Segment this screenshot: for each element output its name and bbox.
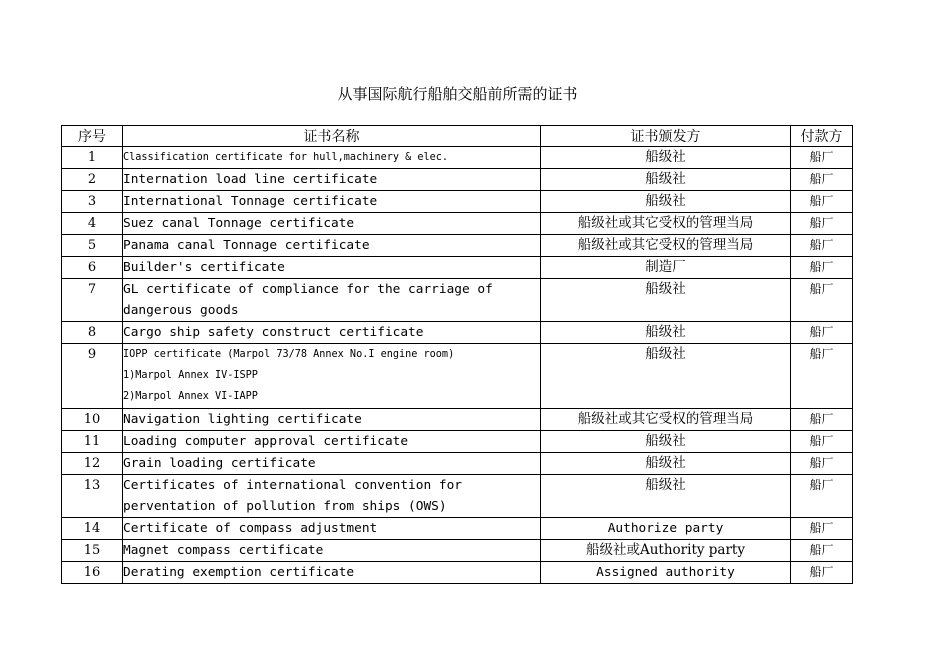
row-number: 6 bbox=[62, 257, 123, 279]
certificate-name bbox=[123, 562, 541, 584]
payer: 船厂 bbox=[791, 147, 853, 169]
row-number: 5 bbox=[62, 235, 123, 257]
row-number: 8 bbox=[62, 322, 123, 344]
row-number: 3 bbox=[62, 191, 123, 213]
issuer: 船级社 bbox=[541, 322, 791, 344]
certificate-name-line: Navigation lighting certificate bbox=[123, 412, 362, 427]
certificate-name-line: perventation of pollution from ships (OWS) bbox=[123, 499, 447, 514]
header-issuer: 证书颁发方 bbox=[541, 126, 791, 147]
certificate-name-line: IOPP certificate (Marpol 73/78 Annex No.I engine room) bbox=[123, 349, 455, 360]
issuer: 船级社 bbox=[541, 147, 791, 169]
table-row bbox=[62, 235, 853, 257]
table-row bbox=[62, 518, 853, 540]
row-number: 4 bbox=[62, 213, 123, 235]
certificate-name-line: Derating exemption certificate bbox=[123, 565, 355, 580]
table-row bbox=[62, 344, 853, 409]
issuer: 船级社或其它受权的管理当局 bbox=[541, 213, 791, 235]
payer: 船厂 bbox=[791, 191, 853, 213]
row-number: 10 bbox=[62, 409, 123, 431]
issuer: 船级社或其它受权的管理当局 bbox=[541, 235, 791, 257]
certificate-name-line: Magnet compass certificate bbox=[123, 543, 324, 558]
payer: 船厂 bbox=[791, 409, 853, 431]
issuer: Authorize party bbox=[541, 518, 791, 540]
certificate-name bbox=[123, 169, 541, 191]
row-number: 13 bbox=[62, 475, 123, 518]
issuer: 船级社 bbox=[541, 475, 791, 518]
table-row bbox=[62, 322, 853, 344]
payer: 船厂 bbox=[791, 279, 853, 322]
table-row bbox=[62, 475, 853, 518]
table-row bbox=[62, 453, 853, 475]
row-number: 12 bbox=[62, 453, 123, 475]
payer: 船厂 bbox=[791, 562, 853, 584]
certificate-name bbox=[123, 540, 541, 562]
certificate-name-line: dangerous goods bbox=[123, 303, 239, 318]
certificate-name-line: Cargo ship safety construct certificate bbox=[123, 325, 424, 340]
table-row bbox=[62, 562, 853, 584]
payer: 船厂 bbox=[791, 475, 853, 518]
certificate-name-line: Grain loading certificate bbox=[123, 456, 316, 471]
issuer: 制造厂 bbox=[541, 257, 791, 279]
certificate-name bbox=[123, 344, 541, 409]
issuer: 船级社 bbox=[541, 453, 791, 475]
payer: 船厂 bbox=[791, 431, 853, 453]
table-row bbox=[62, 213, 853, 235]
payer: 船厂 bbox=[791, 169, 853, 191]
table-row bbox=[62, 169, 853, 191]
issuer: 船级社或Authority party bbox=[541, 540, 791, 562]
row-number: 15 bbox=[62, 540, 123, 562]
certificate-name bbox=[123, 475, 541, 518]
table-row bbox=[62, 191, 853, 213]
row-number: 9 bbox=[62, 344, 123, 409]
payer: 船厂 bbox=[791, 257, 853, 279]
table-header-row bbox=[62, 126, 853, 147]
issuer: 船级社 bbox=[541, 169, 791, 191]
issuer: Assigned authority bbox=[541, 562, 791, 584]
header-payer: 付款方 bbox=[791, 126, 853, 147]
payer: 船厂 bbox=[791, 344, 853, 409]
certificate-name bbox=[123, 409, 541, 431]
certificate-name bbox=[123, 147, 541, 169]
certificate-name-line: Loading computer approval certificate bbox=[123, 434, 409, 449]
certificate-name bbox=[123, 431, 541, 453]
payer: 船厂 bbox=[791, 213, 853, 235]
row-number: 2 bbox=[62, 169, 123, 191]
certificate-name-line: 2)Marpol Annex VI-IAPP bbox=[123, 391, 258, 402]
payer: 船厂 bbox=[791, 540, 853, 562]
table-row bbox=[62, 279, 853, 322]
certificate-name bbox=[123, 279, 541, 322]
payer: 船厂 bbox=[791, 322, 853, 344]
certificate-name-line: Suez canal Tonnage certificate bbox=[123, 216, 355, 231]
certificate-name-line: 1)Marpol Annex IV-ISPP bbox=[123, 370, 258, 381]
payer: 船厂 bbox=[791, 235, 853, 257]
row-number: 14 bbox=[62, 518, 123, 540]
issuer: 船级社 bbox=[541, 191, 791, 213]
certificate-name-line: Classification certificate for hull,machinery & elec. bbox=[123, 152, 449, 163]
header-name: 证书名称 bbox=[123, 126, 541, 147]
table-row bbox=[62, 431, 853, 453]
table-body bbox=[62, 147, 853, 584]
issuer: 船级社 bbox=[541, 431, 791, 453]
certificate-name bbox=[123, 213, 541, 235]
certificate-name-line: International Tonnage certificate bbox=[123, 194, 378, 209]
issuer: 船级社 bbox=[541, 279, 791, 322]
table-row bbox=[62, 147, 853, 169]
issuer: 船级社或其它受权的管理当局 bbox=[541, 409, 791, 431]
header-no: 序号 bbox=[62, 126, 123, 147]
table-row bbox=[62, 409, 853, 431]
certificate-table bbox=[61, 125, 853, 584]
certificate-name bbox=[123, 191, 541, 213]
certificate-name bbox=[123, 257, 541, 279]
row-number: 7 bbox=[62, 279, 123, 322]
certificate-name bbox=[123, 322, 541, 344]
row-number: 11 bbox=[62, 431, 123, 453]
payer: 船厂 bbox=[791, 518, 853, 540]
row-number: 1 bbox=[62, 147, 123, 169]
certificate-name-line: GL certificate of compliance for the carriage of bbox=[123, 282, 493, 297]
certificate-name bbox=[123, 453, 541, 475]
certificate-name-line: Internation load line certificate bbox=[123, 172, 378, 187]
certificate-name-line: Builder's certificate bbox=[123, 260, 285, 275]
table-row bbox=[62, 257, 853, 279]
row-number: 16 bbox=[62, 562, 123, 584]
certificate-name-line: Certificate of compass adjustment bbox=[123, 521, 378, 536]
payer: 船厂 bbox=[791, 453, 853, 475]
certificate-name-line: Panama canal Tonnage certificate bbox=[123, 238, 370, 253]
certificate-name bbox=[123, 518, 541, 540]
document-title: 从事国际航行船舶交船前所需的证书 bbox=[337, 85, 578, 103]
certificate-name bbox=[123, 235, 541, 257]
table-row bbox=[62, 540, 853, 562]
issuer: 船级社 bbox=[541, 344, 791, 409]
certificate-name-line: Certificates of international convention for bbox=[123, 478, 462, 493]
